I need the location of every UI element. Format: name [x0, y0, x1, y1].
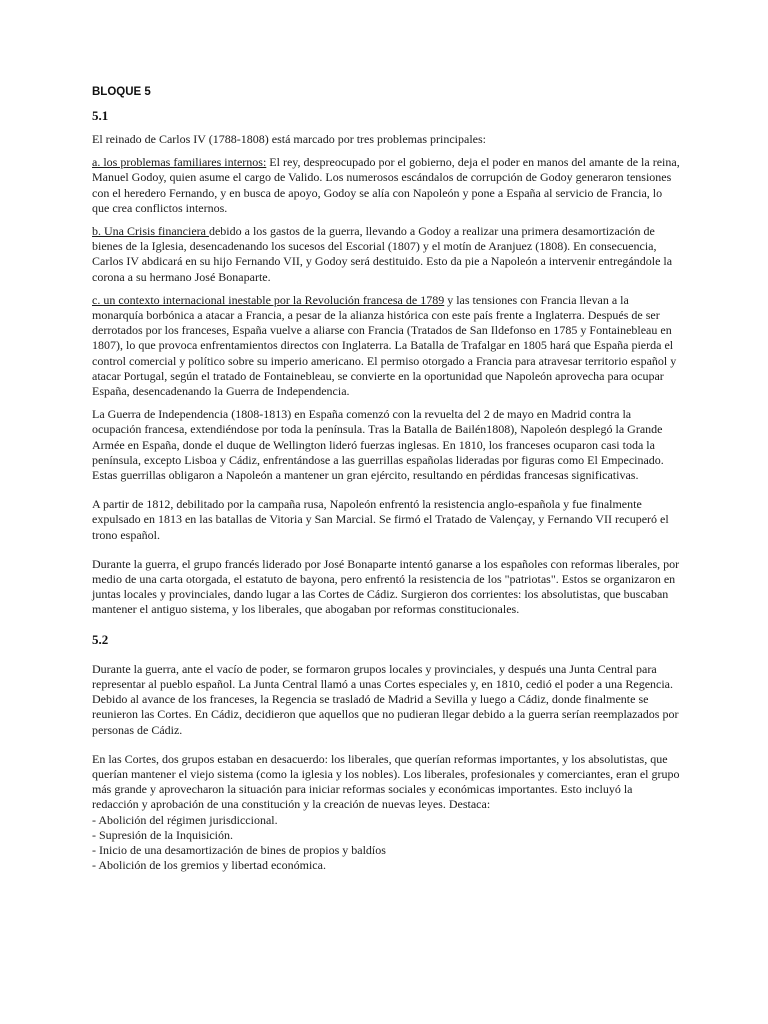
paragraph-cortes: En las Cortes, dos grupos estaban en desacuerdo: los liberales, que querían reformas importantes, y los absolutistas, que querían mantener el viejo sistema (como la iglesia y los nobles). Los liberales, profesionales y comerciantes, eran el grupo más grande y aprovecharon la situación para iniciar reformas sociales y económicas importantes. Esto incluyó la redacción y aprobación de una constitución y la creación de nuevas leyes. Destaca: [92, 751, 680, 812]
section-number-5-2: 5.2 [92, 631, 109, 647]
problem-c-label: c. un contexto internacional inestable por la Revolución francesa de 1789 [92, 292, 445, 307]
problem-b-label: b. Una Crisis financiera [92, 224, 209, 239]
problem-a-text: El rey, despreocupado por el gobierno, deja el poder en manos del amante de la reina, Manuel Godoy, quien asume el cargo de Valido. Los numerosos escándalos de corrupción de Godoy generaron tensiones con el heredero Fernando, y en busca de apoyo, Godoy se alía con Napoleón y pone a España al servicio de Francia, lo que crea conflictos internos. [92, 155, 680, 215]
list-item: - Inicio de una desamortización de bines de propios y baldíos [92, 842, 386, 857]
paragraph-guerra-independencia: La Guerra de Independencia (1808-1813) en España comenzó con la revuelta del 2 de mayo en Madrid contra la ocupación francesa, extendiéndose por toda la península. Tras la Batalla de Bailén1808), Napoleón desplegó la Grande Armée en España, donde el duque de Wellington lideró fuerzas inglesas. En 1810, los franceses ocuparon casi toda la península, excepto Lisboa y Cádiz, enfrentándose a las guerrillas españolas lideradas por figuras como El Empecinado. Estas guerrillas obligaron a Napoleón a mantener un gran ejército, resultando en pérdidas francesas significativas. [92, 407, 664, 483]
problem-a-label: a. los problemas familiares internos: [92, 155, 267, 170]
paragraph-problem-a [92, 155, 680, 216]
paragraph-durante-guerra: Durante la guerra, el grupo francés liderado por José Bonaparte intentó ganarse a los españoles con reformas liberales, por medio de una carta otorgada, el estatuto de bayona, pero enfrentó la resistencia de los "patriotas". Estos se organizaron en juntas locales y provinciales, dando lugar a las Cortes de Cádiz. Surgieron dos corrientes: los absolutistas, que buscaban mantener el antiguo sistema, y los liberales, que abogaban por reformas constitucionales. [92, 556, 680, 617]
block-title: BLOQUE 5 [92, 86, 151, 98]
section-number-5-1: 5.1 [92, 108, 109, 123]
paragraph-problem-b [92, 224, 680, 285]
problem-b-text: debido a los gastos de la guerra, llevando a Godoy a realizar una primera desamortización de bienes de la Iglesia, desencadenando los sucesos del Escorial (1807) y el motín de Aranjuez (1808). En consecuencia, Carlos IV abdicará en su hijo Fernando VII, y Godoy será destituido. Esto da pie a Napoleón a intervenir entregándole la corona a su hermano José Bonaparte. [92, 224, 673, 284]
problem-c-text: y las tensiones con Francia llevan a la monarquía borbónica a atacar a Francia, a pesar de la alianza histórica con este país frente a Inglaterra. Después de ser derrotados por los franceses, España vuelve a aliarse con Francia (Tratados de San Ildefonso en 1785 y Fontainebleau en 1807), lo que provoca enfrentamientos directos con Inglaterra. La Batalla de Trafalgar en 1805 hará que España pierda el control comercial y político sobre su imperio americano. El permiso otorgado a Francia para atravesar territorio español y atacar Portugal, según el tratado de Fontainebleau, se convierte en la oportunidad que Napoleón aprovecha para ocupar España, desencadenando la Guerra de Independencia. [92, 292, 677, 399]
document-page [92, 86, 680, 873]
paragraph-problem-c [92, 293, 680, 399]
list-item: - Abolición del régimen jurisdiccional. [92, 812, 278, 827]
paragraph-intro: El reinado de Carlos IV (1788-1808) está marcado por tres problemas principales: [92, 132, 486, 146]
paragraph-1812: A partir de 1812, debilitado por la campaña rusa, Napoleón enfrentó la resistencia anglo-española y fue finalmente expulsado en 1813 en las batallas de Vitoria y San Marcial. Se firmó el Tratado de Valençay, y Fernando VII recuperó el trono español. [92, 497, 669, 542]
list-item: - Abolición de los gremios y libertad económica. [92, 858, 326, 873]
paragraph-vacio-poder: Durante la guerra, ante el vacío de poder, se formaron grupos locales y provinciales, y después una Junta Central para representar al pueblo español. La Junta Central llamó a unas Cortes especiales y, en 1810, cedió el poder a una Regencia. Debido al avance de los franceses, la Regencia se trasladó de Madrid a Sevilla y luego a Cádiz, donde finalmente se reunieron las Cortes. En Cádiz, decidieron que aquellos que no pudieran llegar debido a la guerra serían reemplazados por personas de Cádiz. [92, 661, 679, 737]
list-item: - Supresión de la Inquisición. [92, 827, 233, 842]
reform-list [92, 813, 680, 874]
